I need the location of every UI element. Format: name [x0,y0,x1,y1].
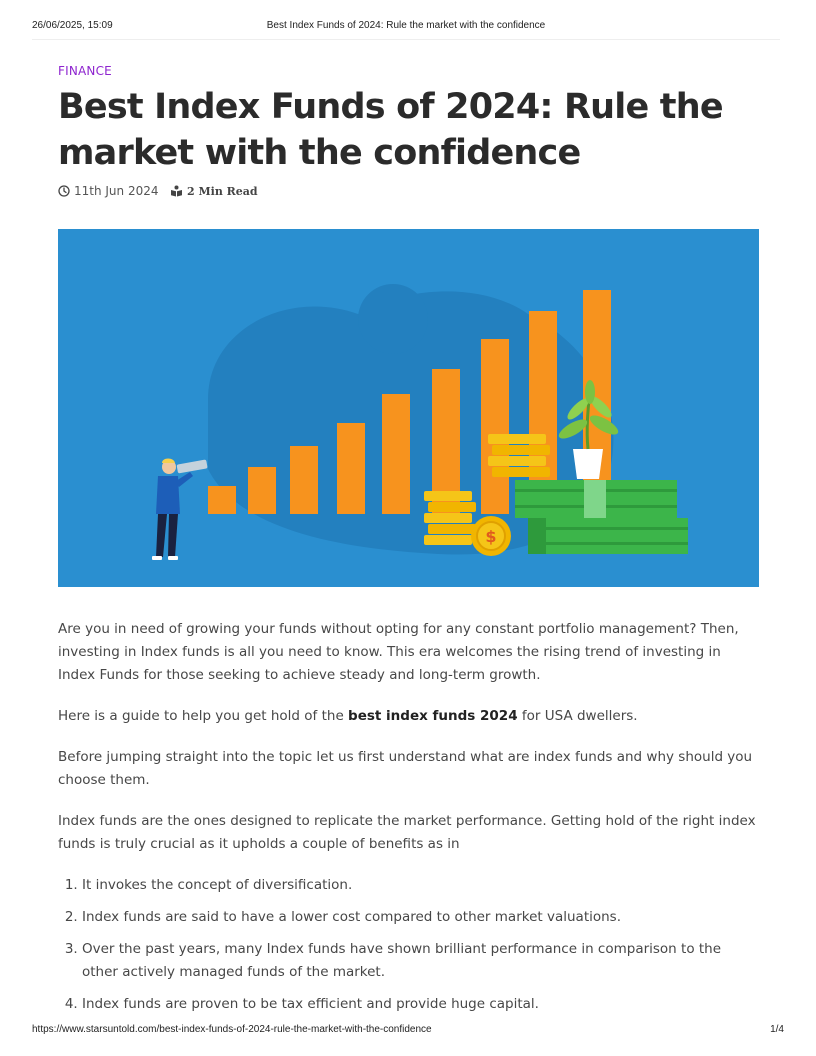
category-link[interactable]: FINANCE [58,64,112,78]
money-stacks [515,480,688,554]
page-number: 1/4 [770,1024,784,1035]
paragraph-before: Before jumping straight into the topic let us first understand what are index funds and why should you choose them. [58,749,753,788]
list-item: 2. Index funds are said to have a lower cost compared to other market valuations. [82,906,760,929]
article-body [58,618,760,1025]
print-footer [32,1024,784,1038]
hero-image [58,229,759,587]
paragraph-intro: Are you in need of growing your funds without opting for any constant portfolio management? Then, investing in Index funds is all you need to know. This era welcomes the rising trend of investing in Index Funds for those seeking to achieve steady and long-term growth. [58,621,739,683]
publish-date [58,184,159,198]
paragraph-guide [58,705,760,728]
paragraph-guide-lead: Here is a guide to help you get hold of the [58,708,349,724]
list-item: 1. It invokes the concept of diversification. [82,874,760,897]
paragraph-definition: Index funds are the ones designed to replicate the market performance. Getting hold of the right index funds is truly crucial as it upholds a couple of benefits as in [58,813,756,852]
coin-icon [471,516,511,556]
page-url: https://www.starsuntold.com/best-index-funds-of-2024-rule-the-market-with-the-confidence [32,1024,432,1035]
hero-illustration [58,229,759,587]
print-title: Best Index Funds of 2024: Rule the market with the confidence [266,20,546,31]
list-item: 3. Over the past years, many Index funds have shown brilliant performance in comparison to the other actively managed funds of the market. [82,938,760,984]
read-time [170,185,258,198]
reader-icon [170,185,183,197]
svg-text:$: $ [485,527,497,546]
publish-date-text: 11th Jun 2024 [74,184,159,198]
clock-icon [58,185,70,197]
list-item: 4. Index funds are proven to be tax efficient and provide huge capital. [82,993,760,1016]
bold-keyword: best index funds 2024 [348,708,518,724]
paragraph-guide-tail: for USA dwellers. [517,708,638,724]
print-header [32,20,780,40]
print-datetime: 26/06/2025, 15:09 [32,20,113,31]
read-time-text: 2 Min Read [187,185,258,198]
article-title: Best Index Funds of 2024: Rule the market with the confidence [58,87,723,173]
benefits-list [58,874,760,1016]
